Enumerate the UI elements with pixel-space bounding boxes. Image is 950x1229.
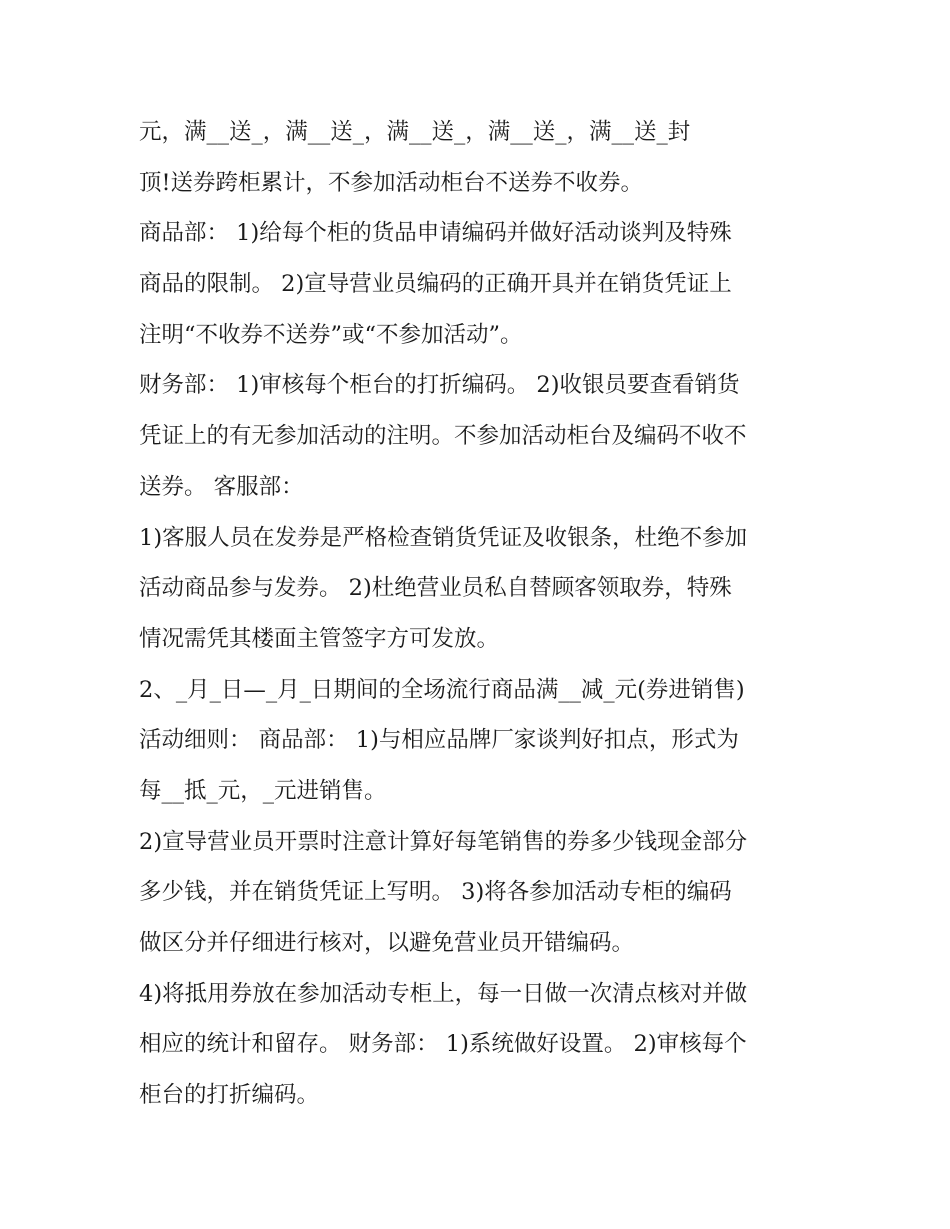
text-line: 多少钱，并在销货凭证上写明。 3)将各参加活动专柜的编码 — [139, 879, 732, 906]
text-line: 顶!送券跨柜累计，不参加活动柜台不送券不收券。 — [139, 169, 644, 196]
text-line: 送券。 客服部： — [139, 473, 304, 500]
text-line: 凭证上的有无参加活动的注明。不参加活动柜台及编码不收不 — [139, 423, 747, 450]
text-line: 做区分并仔细进行核对，以避免营业员开错编码。 — [139, 930, 635, 956]
text-line: 相应的统计和留存。 财务部： 1)系统做好设置。 2)审核每个 — [139, 1031, 747, 1058]
text-line: 商品的限制。 2)宣导营业员编码的正确开具并在销货凭证上 — [139, 271, 732, 298]
text-line: 4)将抵用券放在参加活动专柜上，每一日做一次清点核对并做 — [139, 980, 748, 1007]
text-line: 每__抵_元，_元进销售。 — [139, 777, 387, 804]
text-line: 情况需凭其楼面主管签字方可发放。 — [139, 625, 500, 652]
text-line: 活动细则： 商品部： 1)与相应品牌厂家谈判好扣点，形式为 — [139, 727, 739, 754]
text-line: 柜台的打折编码。 — [139, 1082, 320, 1109]
text-line: 注明“不收券不送券”或“不参加活动”。 — [139, 321, 523, 348]
text-line: 元，满__送_，满__送_，满__送_，满__送_，满__送_封 — [139, 119, 691, 145]
text-line: 财务部： 1)审核每个柜台的打折编码。 2)收银员要查看销货 — [139, 372, 740, 399]
text-line: 商品部： 1)给每个柜的货品申请编码并做好活动谈判及特殊 — [139, 220, 732, 247]
text-line: 1)客服人员在发券是严格检查销货凭证及收银条，杜绝不参加 — [139, 524, 748, 551]
text-line: 2)宣导营业员开票时注意计算好每笔销售的券多少钱现金部分 — [139, 828, 748, 855]
text-line: 活动商品参与发券。 2)杜绝营业员私自替顾客领取券，特殊 — [139, 575, 732, 602]
document-body — [139, 107, 819, 1121]
body-text — [139, 107, 819, 1121]
text-line: 2、_月_日—_月_日期间的全场流行商品满__减_元(券进销售) — [139, 676, 745, 703]
